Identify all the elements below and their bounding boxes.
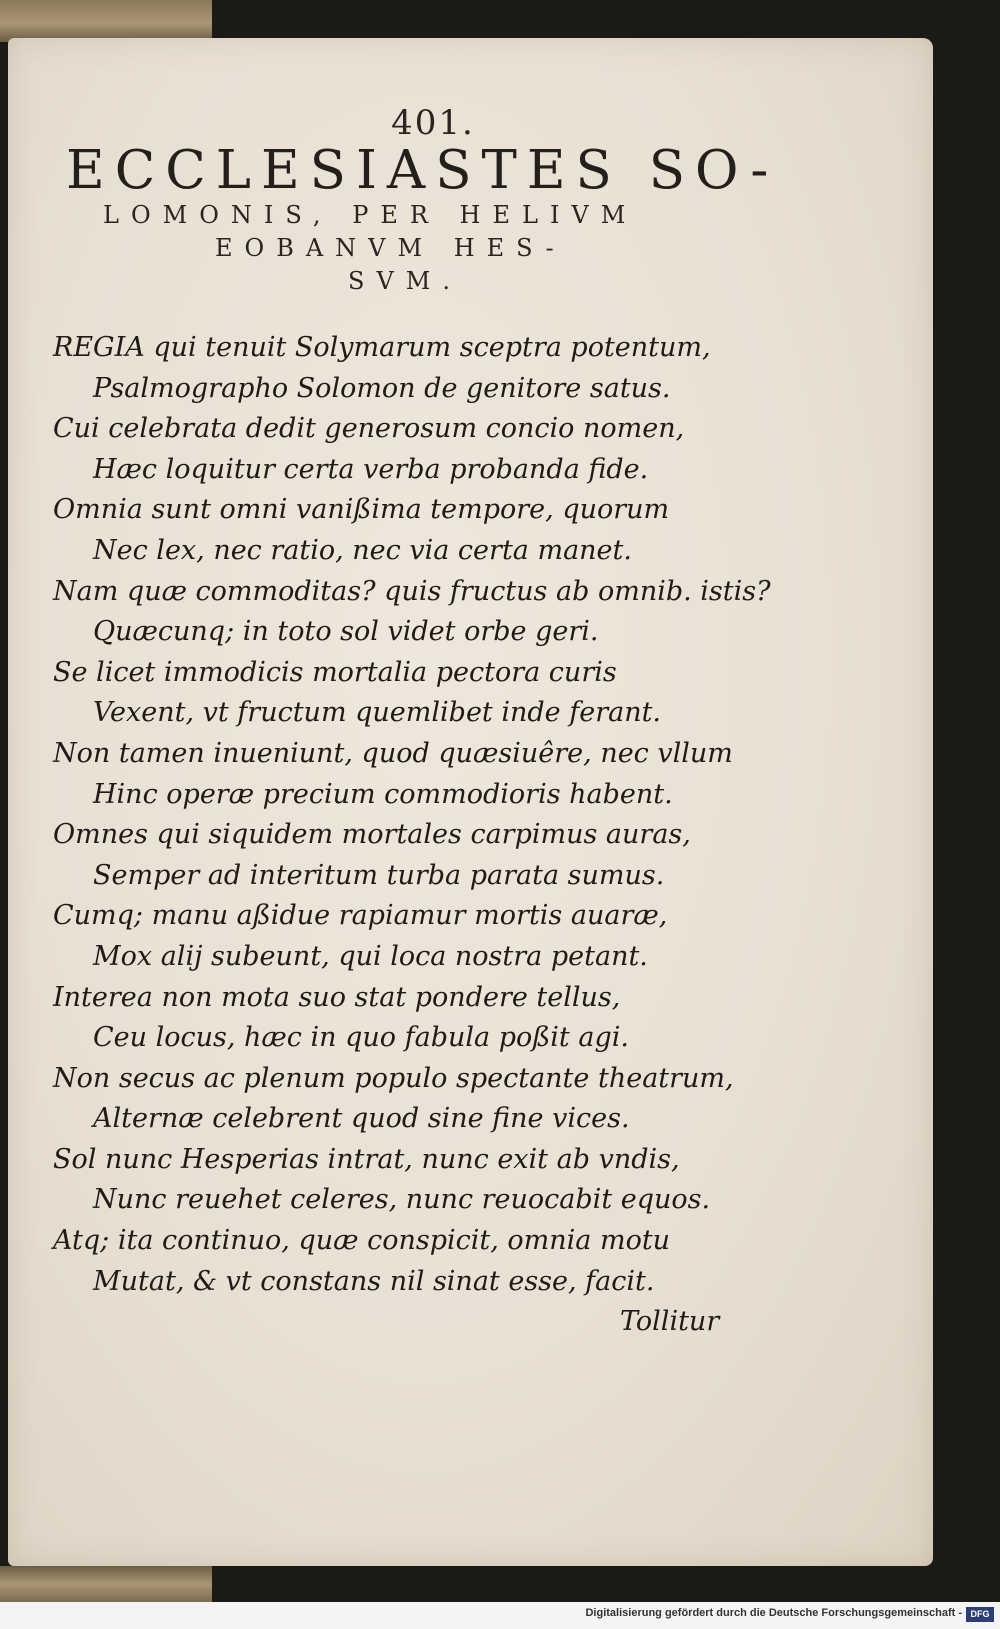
book-binding-bottom (0, 1566, 212, 1602)
verse-line: Psalmographo Solomon de genitore satus. (93, 372, 671, 404)
verse-line: Interea non mota suo stat pondere tellus, (53, 981, 621, 1013)
verse-line: Sol nunc Hesperias intrat, nunc exit ab vndis, (53, 1143, 680, 1175)
digitization-footer (0, 1602, 1000, 1629)
page-number: 401. (391, 103, 475, 143)
verse-line: Omnes qui siquidem mortales carpimus auras, (53, 819, 691, 851)
dfg-logo: DFG (966, 1607, 994, 1622)
verse-line: Atq; ita continuo, quæ conspicit, omnia motu (53, 1225, 671, 1257)
verse-line: Non secus ac plenum populo spectante theatrum, (53, 1062, 734, 1094)
verse-text (53, 328, 813, 1302)
title-line-1: ECCLESIASTES SO- (66, 140, 779, 201)
verse-line: Mox alij subeunt, qui loca nostra petant. (93, 940, 648, 972)
verse-line: Vexent, vt fructum quemlibet inde ferant. (93, 697, 662, 729)
verse-line: Nam quæ commoditas? quis fructus ab omnib. istis? (53, 575, 771, 607)
verse-line: Cui celebrata dedit generosum concio nomen, (53, 413, 685, 445)
verse-line: Hæc loquitur certa verba probanda fide. (93, 453, 649, 485)
catchword: Tollitur (620, 1306, 720, 1337)
verse-line: Semper ad interitum turba parata sumus. (93, 859, 665, 891)
verse-line: Nec lex, nec ratio, nec via certa manet. (93, 534, 632, 566)
verse-line: Hinc operæ precium commodioris habent. (93, 778, 673, 810)
verse-line: Ceu locus, hæc in quo fabula poßit agi. (93, 1022, 629, 1054)
verse-line: Omnia sunt omni vanißima tempore, quorum (53, 494, 670, 526)
verse-line: Se licet immodicis mortalia pectora curis (53, 656, 617, 688)
verse-line: Non tamen inueniunt, quod quæsiuêre, nec vllum (53, 737, 733, 769)
verse-line: Alternæ celebrent quod sine fine vices. (93, 1103, 630, 1135)
book-binding-top (0, 0, 212, 42)
verse-line: Nunc reuehet celeres, nunc reuocabit equos. (93, 1184, 711, 1216)
title-line-2: LOMONIS, PER HELIVM (103, 201, 638, 229)
verse-line: Quæcunq; in toto sol videt orbe geri. (93, 616, 599, 648)
book-page (8, 38, 933, 1566)
verse-line: REGIA qui tenuit Solymarum sceptra potentum, (53, 332, 711, 363)
verse-line: Cumq; manu aßidue rapiamur mortis auaræ, (53, 900, 668, 932)
title-line-4: SVM. (348, 267, 462, 295)
title-line-3: EOBANVM HES- (215, 234, 566, 262)
footer-credit: Digitalisierung gefördert durch die Deutsche Forschungsgemeinschaft - (585, 1607, 962, 1619)
verse-line: Mutat, & vt constans nil sinat esse, facit. (93, 1265, 655, 1297)
